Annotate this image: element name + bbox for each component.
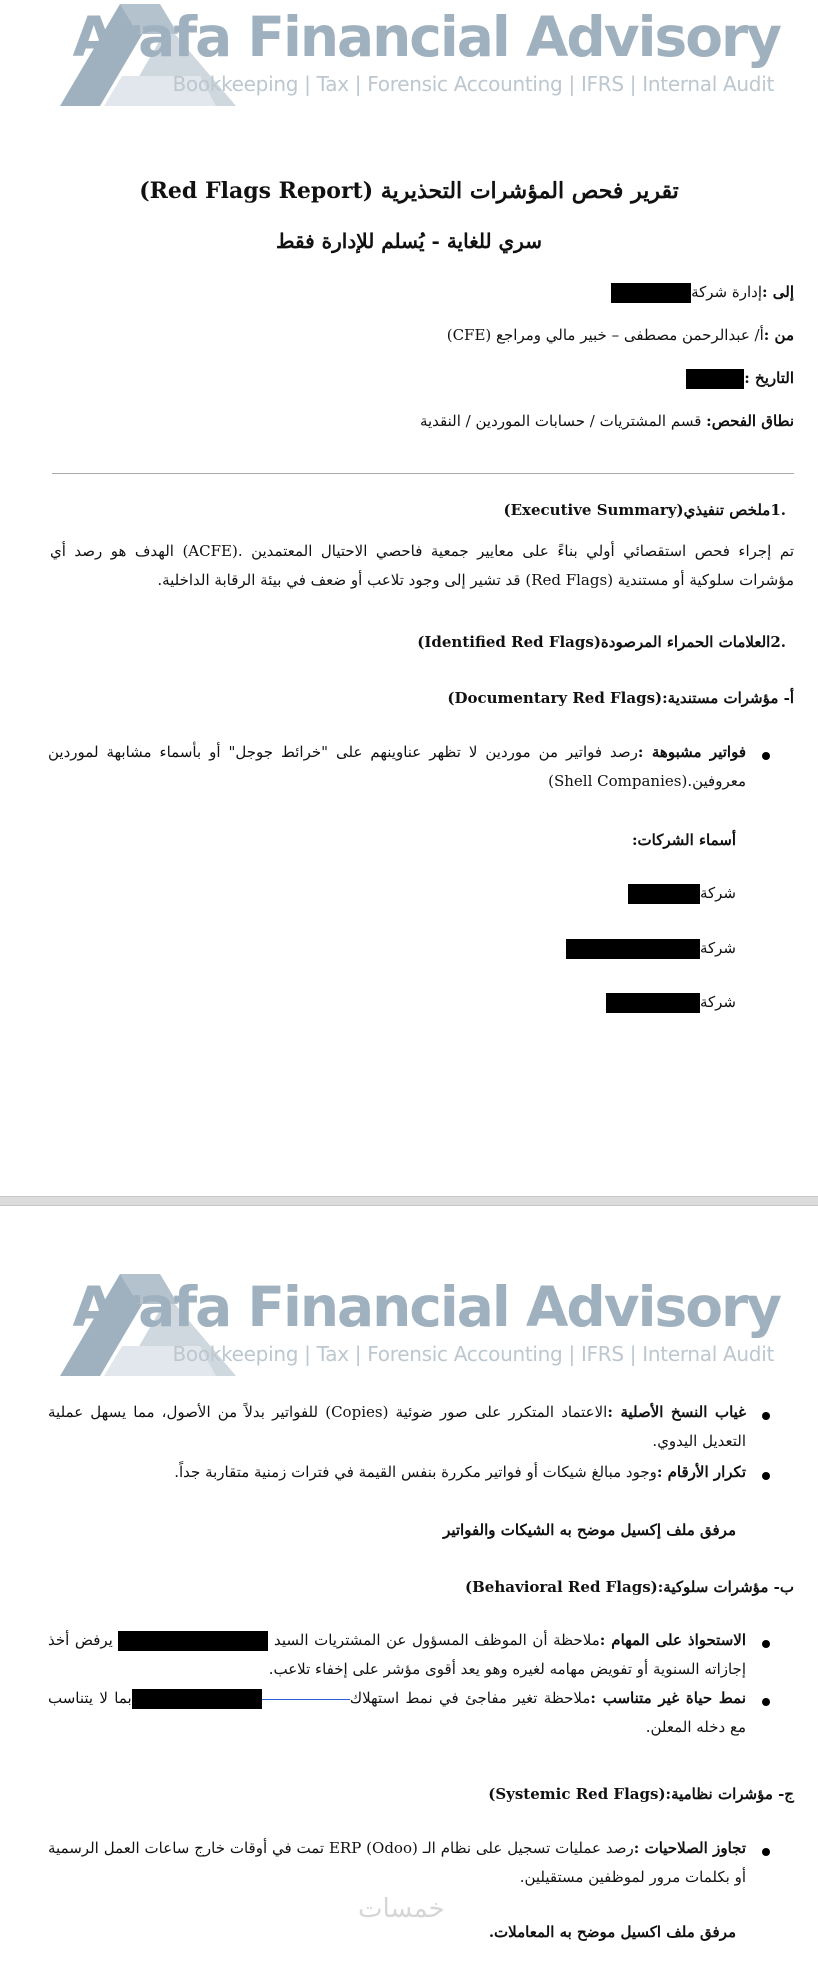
behavioral-flag-item (48, 1684, 746, 1742)
scope-line (48, 411, 794, 431)
company-prefix: شركة (699, 939, 736, 957)
flag-text: بما لا يتناسب مع دخله المعلن. (48, 1689, 746, 1736)
flag-text: ملاحظة تغير مفاجئ في نمط استهلاك (349, 1689, 591, 1707)
doc-flag-item (48, 1398, 746, 1456)
bullet (762, 1640, 770, 1648)
company-prefix: شركة (699, 884, 736, 902)
bullet (762, 752, 770, 760)
from-value: أ/ عبدالرحمن مصطفى – خبير مالي ومراجع (CFE) (446, 326, 764, 344)
redaction-box (118, 1631, 268, 1651)
systemic-flag-item (48, 1834, 746, 1892)
doc-flag-item (48, 1458, 746, 1487)
section2-heading: .2العلامات الحمراء المرصودة(Identified Red Flags) (417, 633, 786, 651)
flag-label: فواتير مشبوهة : (637, 743, 746, 761)
redaction-box (628, 884, 700, 904)
to-line (48, 282, 794, 303)
redaction-box (611, 283, 691, 303)
date-label: التاريخ : (744, 369, 794, 387)
flag-label: غياب النسخ الأصلية : (607, 1403, 747, 1421)
to-label: إلى : (762, 283, 794, 301)
company-row (48, 938, 736, 959)
flag-text: الاعتماد المتكرر على صور ضوئية (Copies) للفواتير بدلاً من الأصول، مما يسهل عملية التعديل اليدوي. (48, 1403, 746, 1450)
attachment-note: مرفق ملف اكسيل موضح به المعاملات. (488, 1923, 736, 1941)
redaction-box (132, 1689, 262, 1709)
brand-name: Arafa Financial Advisory (72, 1275, 780, 1339)
divider (52, 473, 794, 474)
link-underline (262, 1699, 350, 1700)
company-prefix: شركة (699, 993, 736, 1011)
flag-text: رصد عمليات تسجيل على نظام الـ ERP (Odoo) تمت في أوقات خارج ساعات العمل الرسمية أو بكلمات مرور لموظفين مستقيلين. (48, 1839, 746, 1886)
bullet (762, 1698, 770, 1706)
flag-text: رصد فواتير من موردين لا تظهر عناوينهم على "خرائط جوجل" أو بأسماء مشابهة لموردين معروفين.(Shell Companies) (48, 743, 746, 790)
flag-text: يرفض أخذ إجازاته السنوية أو تفويض مهامه لغيره وهو يعد أقوى مؤشر على إخفاء تلاعب. (48, 1631, 746, 1678)
systemic-flags-heading: ج- مؤشرات نظامية:(Systemic Red Flags) (488, 1785, 794, 1803)
scope-label: نطاق الفحص: (706, 412, 794, 430)
report-subtitle: سري للغاية - يُسلم للإدارة فقط (276, 229, 542, 253)
flag-label: تجاوز الصلاحيات : (633, 1839, 746, 1857)
company-row (48, 992, 736, 1013)
bullet (762, 1472, 770, 1480)
flag-label: تكرار الأرقام : (656, 1463, 746, 1481)
brand-tagline: Bookkeeping | Tax | Forensic Accounting | IFRS | Internal Audit (172, 72, 774, 96)
flag-label: نمط حياة غير متناسب : (590, 1689, 747, 1707)
attachment-note: مرفق ملف إكسيل موضح به الشيكات والفواتير (443, 1521, 736, 1539)
behavioral-flags-heading: ب- مؤشرات سلوكية:(Behavioral Red Flags) (465, 1578, 794, 1596)
page-separator (0, 1196, 818, 1206)
flag-text: ملاحظة أن الموظف المسؤول عن المشتريات السيد (274, 1631, 600, 1649)
from-line (48, 325, 794, 345)
section1-body: تم إجراء فحص استقصائي أولي بناءً على معايير جمعية فاحصي الاحتيال المعتمدين .(ACFE) الهدف هو رصد أي مؤشرات سلوكية أو مستندية (Red Flags) قد تشير إلى وجود تلاعب أو ضعف في بيئة الرقابة الداخلية. (50, 542, 794, 589)
bullet (762, 1848, 770, 1856)
behavioral-flag-item (48, 1626, 746, 1684)
company-row (48, 883, 736, 904)
scope-value: قسم المشتريات / حسابات الموردين / النقدية (419, 412, 702, 430)
companies-heading: أسماء الشركات: (631, 831, 736, 849)
letterhead (0, 0, 818, 120)
watermark: خمسات (358, 1894, 445, 1924)
bullet (762, 1412, 770, 1420)
letterhead (0, 1270, 818, 1390)
report-title: تقرير فحص المؤشرات التحذيرية (Red Flags Report) (139, 178, 679, 204)
from-label: من : (763, 326, 794, 344)
to-value: إدارة شركة (691, 283, 762, 301)
doc-flags-heading: أ- مؤشرات مستندية:(Documentary Red Flags) (447, 689, 794, 707)
section1-heading: .1ملخص تنفيذي(Executive Summary) (503, 501, 786, 519)
flag-text: وجود مبالغ شيكات أو فواتير مكررة بنفس القيمة في فترات زمنية متقاربة جداً. (174, 1463, 657, 1481)
date-line (48, 368, 794, 389)
redaction-box (686, 369, 744, 389)
doc-flag-item (48, 738, 746, 796)
flag-label: الاستحواذ على المهام : (599, 1631, 746, 1649)
redaction-box (606, 993, 700, 1013)
brand-name: Arafa Financial Advisory (72, 5, 780, 69)
brand-tagline: Bookkeeping | Tax | Forensic Accounting | IFRS | Internal Audit (172, 1342, 774, 1366)
redaction-box (566, 939, 700, 959)
